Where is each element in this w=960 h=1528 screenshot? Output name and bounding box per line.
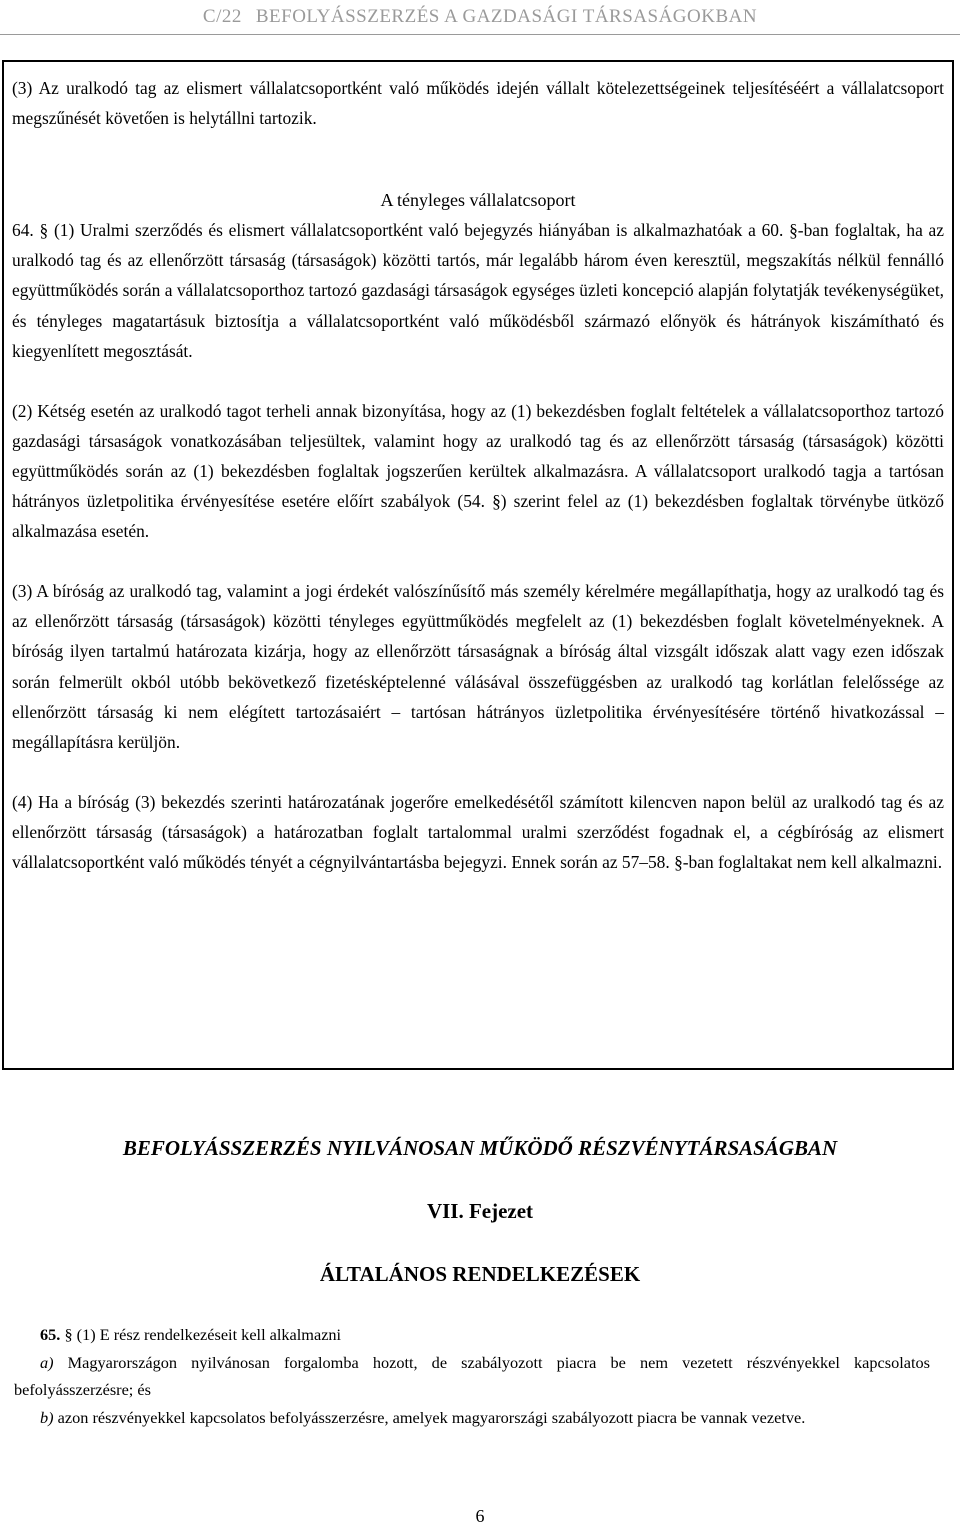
section-65 (14, 1321, 930, 1431)
list-item-b (14, 1404, 930, 1432)
paragraph-63-3: (3) Az uralkodó tag az elismert vállalatcsoportként való működés idején vállalt kötelezettségeinek teljesítéséért a vállalatcsoport megszűnését követően is helytállni tartozik. (12, 78, 944, 129)
subsection-heading: A tényleges vállalatcsoport (380, 190, 576, 211)
section-intro-text: § (1) E rész rendelkezéseit kell alkalmazni (64, 1325, 342, 1344)
chapter-number: VII. Fejezet (426, 1199, 534, 1223)
item-text-a: Magyarországon nyilvánosan forgalomba hozott, de szabályozott piacra be nem vezetett részvényekkel kapcsolatos befolyásszerzésre; és (14, 1352, 930, 1400)
list-item-a (14, 1349, 930, 1404)
boxed-text-block (2, 60, 954, 1070)
paragraph-64-4: (4) Ha a bíróság (3) bekezdés szerinti határozatának jogerőre emelkedésétől számított kilencven napon belül az uralkodó tag és az ellenőrzött társaság (társaságok) a határozatban foglalt tartalommal uralmi szerződést fogadnak el, a cégbíróság az elismert vállalatcsoportként való működés tényét a cégnyilvántartásba bejegyzi. Ennek során az 57–58. §-ban foglaltakat nem kell alkalmazni. (12, 791, 944, 872)
chapter-title: ÁLTALÁNOS RENDELKEZÉSEK (319, 1262, 641, 1286)
header-title: BEFOLYÁSSZERZÉS A GAZDASÁGI TÁRSASÁGOKBAN (255, 6, 758, 27)
paragraph-64-2: (2) Kétség esetén az uralkodó tagot terheli annak bizonyítása, hogy az (1) bekezdésben foglalt feltételek a vállalatcsoporthoz tartozó gazdasági társaságok vonatkozásában teljesültek, valamint hogy az uralkodó tag és az ellenőrzött társaság (társaságok) közötti együttműködés során az (1) bekezdésben foglaltak jogszerűen kerültek alkalmazásra. A vállalatcsoport uralkodó tagja a tartósan hátrányos üzletpolitika érvényesítése esetére előírt szabályok (54. §) szerint felel az (1) bekezdésben foglaltak törvénybe ütköző alkalmazása esetén. (12, 400, 944, 542)
item-text-b: azon részvényekkel kapcsolatos befolyásszerzésre, amelyek magyarországi szabályozott piacra be vannak vezetve. (57, 1407, 806, 1427)
item-marker-a: a) (40, 1352, 54, 1372)
page-number: 6 (475, 1506, 485, 1526)
section-65-intro (14, 1321, 930, 1349)
paragraph-64-3: (3) A bíróság az uralkodó tag, valamint a jogi érdekét valószínűsítő más személy kérelmére megállapíthatja, hogy az uralkodó tag és az ellenőrzött társaság (társaságok) közötti tényleges együttműködés megfelelt az (1) bekezdésben foglalt követelményeknek. A bíróság ilyen tartalmú határozata kizárja, hogy az ellenőrzött társaságnak a bíróság által vizsgált időszak alatt vagy ezen időszak során felmerült okból utóbb bekövetkező fizetésképtelenné válásával összefüggésben az uralkodó tag korlátlan felelőssége az ellenőrzött társaság ki nem elégített tartozásaiért – tartósan hátrányos üzletpolitika érvényesítésére történő hivatkozással – megállapításra kerüljön. (12, 581, 944, 752)
paragraph-64-1: 64. § (1) Uralmi szerződés és elismert vállalatcsoportként való bejegyzés hiányában is alkalmazhatóak a 60. §-ban foglaltak, ha az uralkodó tag és az ellenőrzött társaság (társaságok) közötti tartós, már legalább három éven keresztül, megszakítás nélkül fennálló együttműködés során a vállalatcsoporthoz tartozó gazdasági társaságok egységes üzleti koncepció alapján folytatják tevékenységüket, és tényleges magatartásuk biztosítja a vállalatcsoportként való működésből származó előnyök és hátrányok kiszámítható és kiegyenlített megosztását. (12, 220, 944, 361)
section-number: 65. (40, 1325, 61, 1344)
part-title: BEFOLYÁSSZERZÉS NYILVÁNOSAN MŰKÖDŐ RÉSZVÉNYTÁRSASÁGBAN (122, 1136, 838, 1160)
running-header (0, 0, 960, 35)
header-code: C/22 (202, 6, 242, 27)
item-marker-b: b) (40, 1407, 54, 1427)
